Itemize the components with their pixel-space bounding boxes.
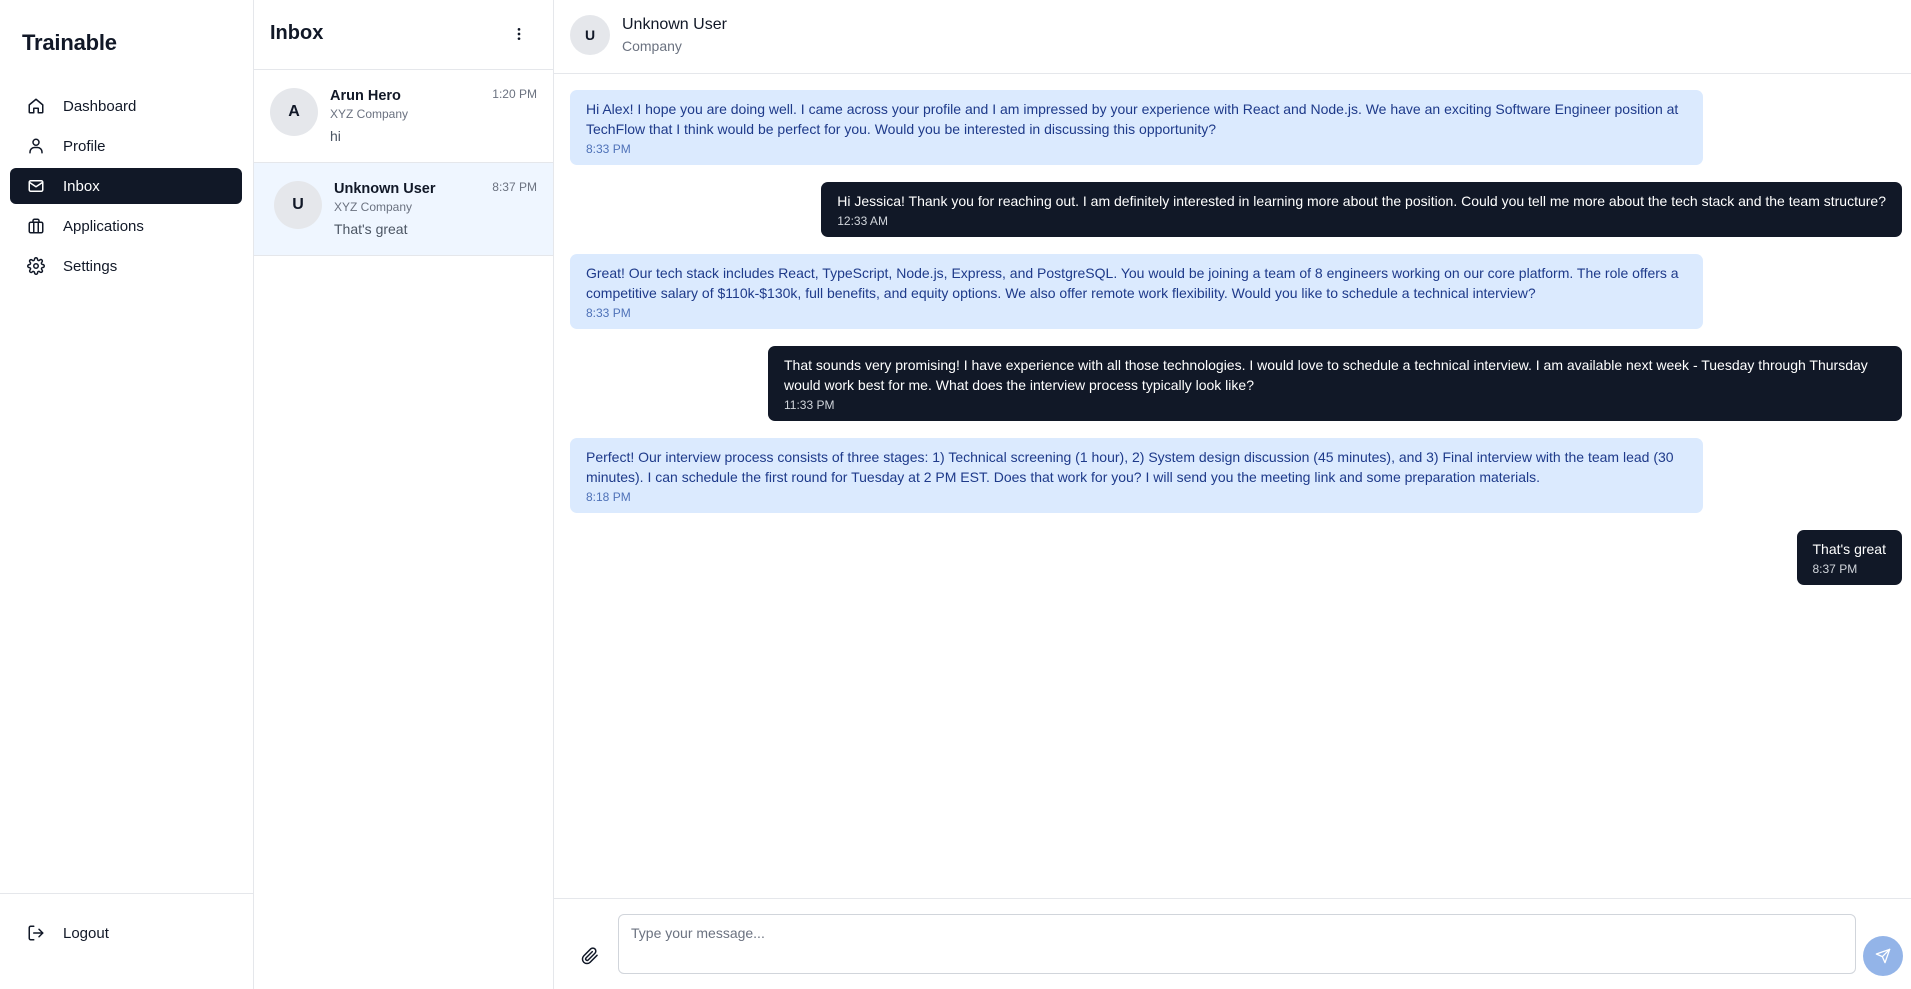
- sidebar-item-label: Applications: [63, 217, 144, 235]
- message-text: Perfect! Our interview process consists of three stages: 1) Technical screening (1 hour), 2) System design discussion (45 minutes), and 3) Final interview with the team lead (30 minutes). I can schedule the first round for Tuesday at 2 PM EST. Does that work for you? I will send you the meeting link and some preparation materials.: [586, 449, 1674, 485]
- conversation-preview: hi: [330, 128, 341, 144]
- avatar: A: [270, 88, 318, 136]
- conversation-item[interactable]: [254, 163, 553, 256]
- message-text: Hi Alex! I hope you are doing well. I came across your profile and I am impressed by your experience with React and Node.js. We have an exciting Software Engineer position at TechFlow that I think would be perfect for you. Would you be interested in discussing this opportunity?: [586, 101, 1679, 137]
- message-outgoing: [768, 346, 1902, 421]
- sidebar-item-settings[interactable]: [10, 248, 242, 284]
- sidebar-item-label: Inbox: [63, 177, 100, 195]
- send-button[interactable]: [1863, 936, 1903, 976]
- chat-panel: [554, 0, 1911, 989]
- sidebar-item-inbox[interactable]: [10, 168, 242, 204]
- message-input[interactable]: [618, 914, 1856, 974]
- sidebar-item-label: Profile: [63, 137, 106, 155]
- message-outgoing: [821, 182, 1902, 237]
- conversation-item[interactable]: [254, 70, 553, 163]
- message-time: 8:37 PM: [1812, 562, 1858, 576]
- logout-button[interactable]: [10, 915, 242, 951]
- sidebar-item-profile[interactable]: [10, 128, 242, 164]
- message-text: Great! Our tech stack includes React, TypeScript, Node.js, Express, and PostgreSQL. You would be joining a team of 8 engineers working on our core platform. The role offers a competitive salary of $110k-$130k, full benefits, and equity options. We also offer remote work flexibility. Would you like to schedule a technical interview?: [586, 265, 1679, 301]
- message-text: Hi Jessica! Thank you for reaching out. I am definitely interested in learning more about the position. Could you tell me more about the tech stack and the team structure?: [837, 193, 1886, 209]
- inbox-header: [254, 0, 553, 70]
- contact-company: Company: [622, 38, 682, 54]
- gear-icon: [26, 256, 46, 276]
- conversation-time: 1:20 PM: [492, 87, 537, 101]
- message-incoming: [570, 254, 1703, 329]
- inbox-panel: [254, 0, 554, 989]
- briefcase-icon: [26, 216, 46, 236]
- message-time: 8:33 PM: [586, 142, 631, 156]
- message-composer: [554, 898, 1911, 989]
- brand-logo: Trainable: [22, 30, 117, 55]
- message-text: That sounds very promising! I have experience with all those technologies. I would love to schedule a technical interview. I am available next week - Tuesday through Thursday would work best for me. What does the interview process typically look like?: [784, 357, 1868, 393]
- conversation-name: Unknown User: [334, 181, 436, 197]
- contact-name: Unknown User: [622, 16, 727, 33]
- message-time: 8:33 PM: [586, 306, 631, 320]
- avatar: U: [570, 15, 610, 55]
- mail-icon: [26, 176, 46, 196]
- conversation-time: 8:37 PM: [492, 180, 537, 194]
- conversation-company: XYZ Company: [330, 107, 409, 121]
- logout-label: Logout: [63, 924, 109, 942]
- home-icon: [26, 96, 46, 116]
- avatar: U: [274, 181, 322, 229]
- message-time: 11:33 PM: [784, 398, 835, 412]
- more-options-icon[interactable]: [507, 22, 531, 46]
- message-time: 8:18 PM: [586, 490, 631, 504]
- logout-icon: [26, 923, 46, 943]
- message-time: 12:33 AM: [837, 214, 888, 228]
- sidebar: [0, 0, 254, 989]
- conversation-company: XYZ Company: [334, 200, 413, 214]
- message-list: [554, 74, 1911, 898]
- sidebar-item-label: Settings: [63, 257, 118, 275]
- conversation-name: Arun Hero: [330, 88, 401, 104]
- sidebar-item-label: Dashboard: [63, 97, 137, 115]
- conversation-preview: That's great: [334, 221, 408, 237]
- message-incoming: [570, 90, 1703, 165]
- paperclip-icon[interactable]: [580, 946, 600, 966]
- sidebar-item-dashboard[interactable]: [10, 88, 242, 124]
- message-outgoing: [1797, 530, 1903, 585]
- message-text: That's great: [1812, 541, 1886, 557]
- send-icon: [1875, 948, 1891, 964]
- chat-header: [554, 0, 1911, 74]
- sidebar-divider: [0, 893, 254, 894]
- sidebar-item-applications[interactable]: [10, 208, 242, 244]
- message-incoming: [570, 438, 1703, 513]
- sidebar-nav: [10, 88, 242, 288]
- user-icon: [26, 136, 46, 156]
- inbox-title: Inbox: [270, 22, 324, 44]
